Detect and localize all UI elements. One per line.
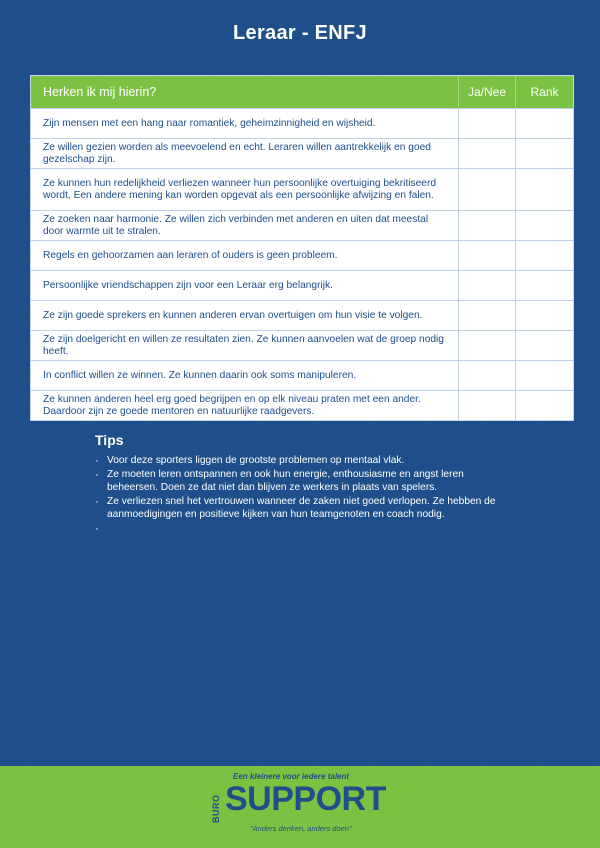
yes-no-cell[interactable]: [458, 211, 515, 240]
tips-section: [95, 432, 515, 535]
statement-cell: Ze zijn doelgericht en willen ze resultaten zien. Ze kunnen aanvoelen wat de groep nodig heeft.: [43, 333, 444, 357]
rank-cell[interactable]: [515, 301, 573, 330]
rank-cell[interactable]: [515, 139, 573, 168]
statement-cell: Ze zoeken naar harmonie. Ze willen zich verbinden met anderen en uiten dat meestal door warmte uit te stralen.: [43, 213, 429, 237]
table-row: [31, 270, 573, 300]
table-row: [31, 390, 573, 420]
header-rank: Rank: [515, 76, 573, 108]
rank-cell[interactable]: [515, 169, 573, 210]
page-title: Leraar - ENFJ: [233, 22, 367, 44]
yes-no-cell[interactable]: [458, 139, 515, 168]
footer-band: [0, 766, 600, 848]
tips-title: Tips: [95, 432, 124, 448]
rank-cell[interactable]: [515, 241, 573, 270]
tip-item: [95, 522, 515, 536]
statement-cell: Ze kunnen hun redelijkheid verliezen wanneer hun persoonlijke overtuiging bekritiseerd wordt, Een andere mening kan worden opgevat als een persoonlijke afwijzing en falen.: [43, 177, 437, 201]
buro-support-logo: [205, 772, 395, 842]
table-row: [31, 168, 573, 210]
rank-cell[interactable]: [515, 211, 573, 240]
table-row: [31, 210, 573, 240]
yes-no-cell[interactable]: [458, 169, 515, 210]
rank-cell[interactable]: [515, 361, 573, 390]
table-row: [31, 108, 573, 138]
statement-cell: Zijn mensen met een hang naar romantiek, geheimzinnigheid en wijsheid.: [43, 117, 376, 129]
statement-cell: Persoonlijke vriendschappen zijn voor een Leraar erg belangrijk.: [43, 279, 333, 291]
yes-no-cell[interactable]: [458, 301, 515, 330]
statement-cell: Regels en gehoorzamen aan leraren of ouders is geen probleem.: [43, 249, 338, 261]
yes-no-cell[interactable]: [458, 331, 515, 360]
table-row: [31, 360, 573, 390]
table-row: [31, 240, 573, 270]
table-row: [31, 138, 573, 168]
rank-cell[interactable]: [515, 331, 573, 360]
yes-no-cell[interactable]: [458, 391, 515, 420]
rank-cell[interactable]: [515, 391, 573, 420]
yes-no-cell[interactable]: [458, 109, 515, 138]
statement-cell: In conflict willen ze winnen. Ze kunnen daarin ook soms manipuleren.: [43, 369, 357, 381]
rank-cell[interactable]: [515, 109, 573, 138]
header-yes-no: Ja/Nee: [458, 76, 515, 108]
self-assessment-table: [30, 75, 574, 421]
statement-cell: Ze willen gezien worden als meevoelend en echt. Leraren willen aantrekkelijk en goed gezelschap zijn.: [43, 141, 431, 165]
tip-item: · Ze verliezen snel het vertrouwen wanneer de zaken niet goed verlopen. Ze hebben de aanmoedigingen en positieve kijken van hun teamgenoten en coach nodig.: [95, 495, 515, 522]
yes-no-cell[interactable]: [458, 241, 515, 270]
logo-support: SUPPORT: [225, 780, 386, 818]
tips-list: [95, 454, 515, 535]
table-row: [31, 330, 573, 360]
logo-slogan: "Anders denken, anders doen": [250, 824, 352, 833]
tip-item: · Ze moeten leren ontspannen en ook hun energie, enthousiasme en angst leren beheersen. Doen ze dat niet dan blijven ze werkers in plaats van spelers.: [95, 468, 515, 495]
yes-no-cell[interactable]: [458, 361, 515, 390]
header-statement: Herken ik mij hierin?: [43, 85, 157, 99]
rank-cell[interactable]: [515, 271, 573, 300]
statement-cell: Ze kunnen anderen heel erg goed begrijpen en op elk niveau praten met een ander. Daardoor zijn ze goede mentoren en natuurlijke raadgevers.: [43, 393, 421, 417]
table-header-row: [31, 76, 573, 108]
tip-item: · Voor deze sporters liggen de grootste problemen op mentaal vlak.: [95, 454, 515, 468]
statement-cell: Ze zijn goede sprekers en kunnen anderen ervan overtuigen om hun visie te volgen.: [43, 309, 423, 321]
logo-tagline: Een kleinere voor iedere talent: [233, 772, 350, 781]
table-row: [31, 300, 573, 330]
yes-no-cell[interactable]: [458, 271, 515, 300]
logo-buro: BURO: [211, 794, 221, 824]
